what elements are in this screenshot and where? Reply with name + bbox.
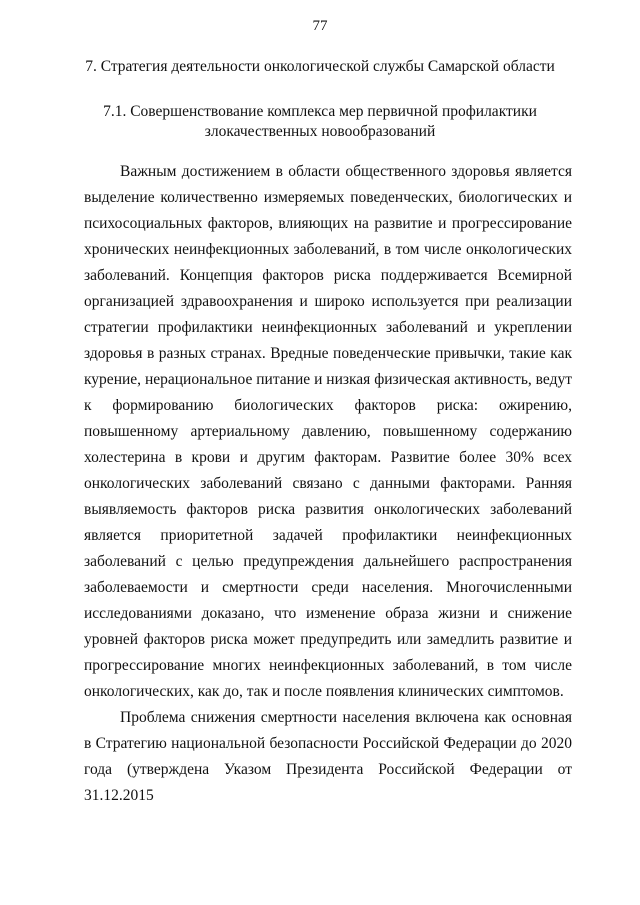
subsection-title-line-1: 7.1. Совершенствование комплекса мер первичной профилактики [103,103,537,120]
body-text [84,159,572,809]
section-title: 7. Стратегия деятельности онкологической службы Самарской области [85,58,555,75]
paragraph-risk-factors: Важным достижением в области общественного здоровья является выделение количественно измеряемых поведенческих, биологических и психосоциальных факторов, влияющих на развитие и прогрессирование хронических неинфекционных заболеваний, в том числе онкологических заболеваний. Концепция факторов риска поддерживается Всемирной организацией здравоохранения и широко используется при реализации стратегии профилактики неинфекционных заболеваний и укреплении здоровья в разных странах. Вредные поведенческие привычки, такие как курение, нерациональное питание и низкая физическая активность, ведут к формированию биологических факторов риска: ожирению, повышенному артериальному давлению, повышенному содержанию холестерина в крови и другим факторам. Развитие более 30% всех онкологических заболеваний связано с данными факторами. Ранняя выявляемость факторов риска развития онкологических заболеваний является приоритетной задачей профилактики неинфекционных заболеваний с целью предупреждения дальнейшего распространения заболеваемости и смертности среди населения. Многочисленными исследованиями доказано, что изменение образа жизни и снижение уровней факторов риска может предупредить или замедлить развитие и прогрессирование многих неинфекционных заболеваний, в том числе онкологических, как до, так и после появления клинических симптомов. [84,163,572,700]
page-number: 77 [312,18,328,34]
paragraph-mortality-strategy: Проблема снижения смертности населения включена как основная в Стратегию национальной безопасности Российской Федерации до 2020 года (утверждена Указом Президента Российской Федерации от 31.12.2015 [84,709,572,804]
subsection-title [60,102,580,142]
subsection-title-line-2: злокачественных новообразований [204,123,436,140]
